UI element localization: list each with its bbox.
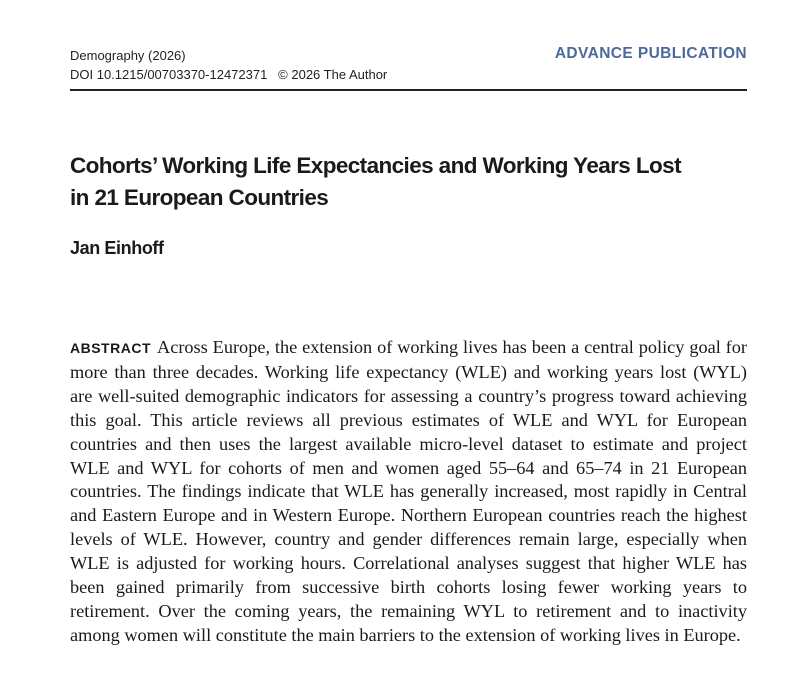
abstract-label: ABSTRACT (70, 340, 151, 356)
running-header (70, 46, 747, 84)
page-header-area (70, 46, 747, 84)
journal-name: Demography (2026) (70, 48, 186, 63)
advance-publication-badge: ADVANCE PUBLICATION (554, 45, 747, 62)
author-name: Jan Einhoff (70, 238, 164, 258)
journal-info (70, 46, 387, 84)
abstract-text: Across Europe, the extension of working lives has been a central policy goal for more than three decades. Working life expectancy (WLE) and working years lost (WYL) are well-suited demographic indicators for assessing a country’s progress toward achieving this goal. This article reviews all previous estimates of WLE and WYL for European countries and then uses the largest available micro-level dataset to estimate and project WLE and WYL for cohorts of men and women aged 55–64 and 65–74 in 21 European countries. The findings indicate that WLE has generally increased, most rapidly in Central and Eastern Europe and in Western Europe. Northern European countries reach the highest levels of WLE. However, country and gender differences remain large, especially when WLE is adjusted for working hours. Correlational analyses suggest that higher WLE has been gained primarily from successive birth cohorts losing fewer working years to retirement. Over the coming years, the remaining WYL to retirement and to inactivity among women will constitute the main barriers to the extension of working lives in Europe. (70, 337, 747, 645)
header-divider (70, 89, 747, 91)
doi-copyright: DOI 10.1215/00703370-12472371 © 2026 The Author (70, 67, 388, 82)
article-title (70, 150, 747, 214)
article-title-line-2: in 21 European Countries (70, 185, 329, 210)
article-title-line-1: Cohorts’ Working Life Expectancies and Working Years Lost (70, 153, 681, 178)
abstract (70, 336, 747, 648)
